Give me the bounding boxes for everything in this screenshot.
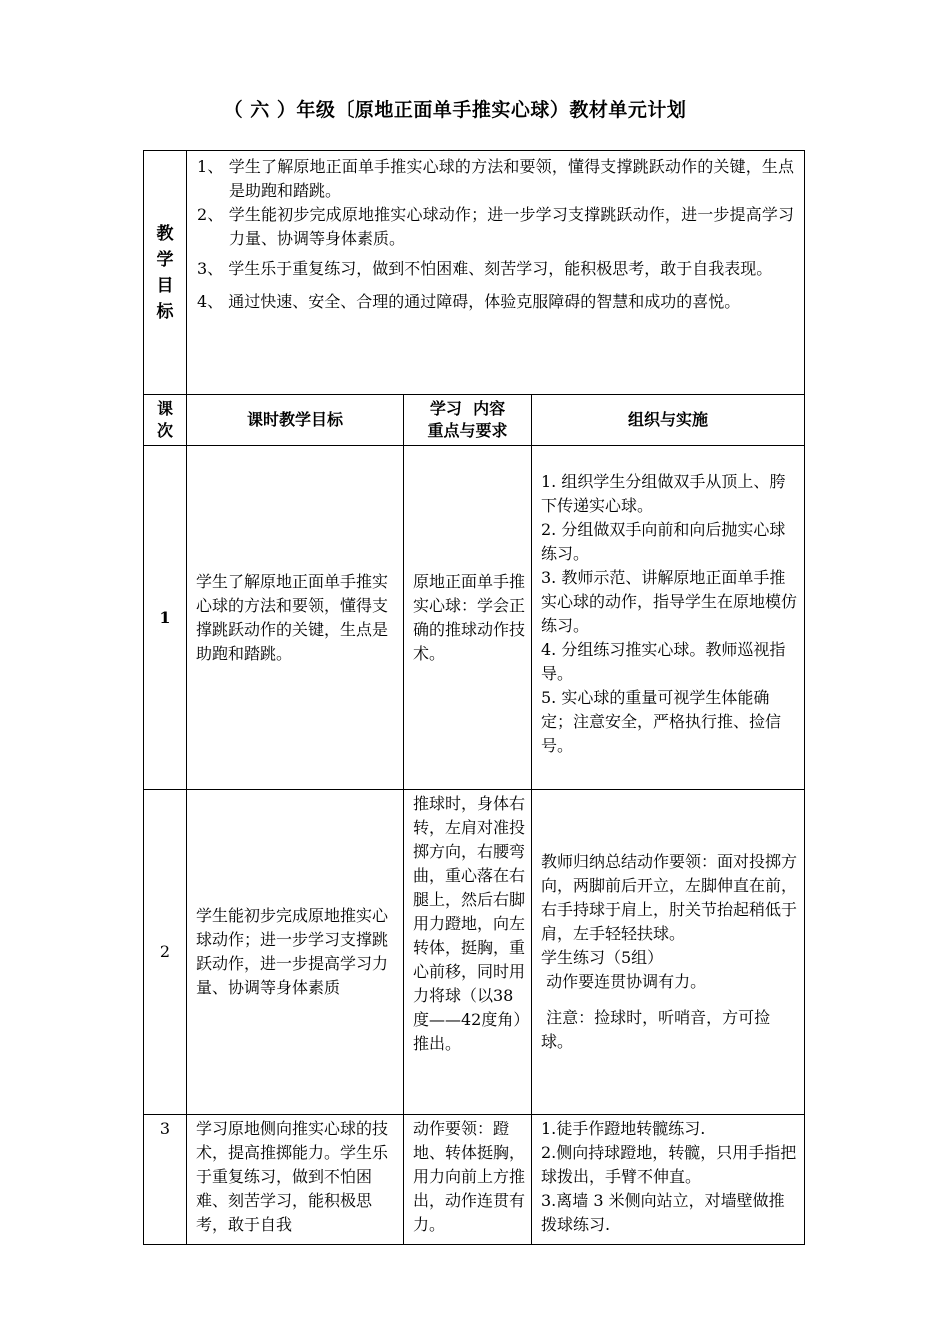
page-title: （ 六 ）年级〔原地正面单手推实心球）教材单元计划 xyxy=(223,99,687,121)
content-header-line: 重点与要求 xyxy=(427,421,508,440)
org-item: 2. 分组做双手向前和向后抛实心球练习。 xyxy=(541,519,786,563)
objective-item: 1、 学生了解原地正面单手推实心球的方法和要领，懂得支撑跳跃动作的关键，生点是助跑和踏跳。 xyxy=(197,157,795,200)
org-item xyxy=(541,994,798,1006)
objective-item: 2、 学生能初步完成原地推实心球动作；进一步学习支撑跳跃动作，进一步提高学习力量、协调等身体素质。 xyxy=(197,205,795,248)
lesson-content: 动作要领：蹬地、转体挺胸，用力向前上方推出，动作连贯有力。 xyxy=(404,1115,532,1245)
table-row xyxy=(144,790,805,1115)
objectives-label xyxy=(144,151,187,395)
org-item: 动作要连贯协调有力。 xyxy=(541,972,707,991)
objectives-label-char: 教 xyxy=(156,223,174,244)
objectives-label-char: 标 xyxy=(156,301,174,322)
header-row xyxy=(144,395,805,446)
objectives-label-char: 学 xyxy=(156,249,174,270)
content-header-line: 学习 内容 xyxy=(429,399,506,418)
lesson-goal: 学生了解原地正面单手推实心球的方法和要领，懂得支撑跳跃动作的关键，生点是助跑和踏跳。 xyxy=(187,446,404,790)
lesson-header xyxy=(144,395,187,446)
lesson-number: 3 xyxy=(144,1115,187,1245)
org-item: 3.离墙 3 米侧向站立，对墙壁做推拨球练习. xyxy=(541,1191,785,1234)
lesson-org xyxy=(532,446,805,790)
lesson-header-char: 次 xyxy=(156,421,173,440)
org-item: 1. 组织学生分组做双手从顶上、胯下传递实心球。 xyxy=(541,471,786,515)
goal-header: 课时教学目标 xyxy=(187,395,404,446)
objectives-label-char: 目 xyxy=(156,275,174,296)
lesson-header-char: 课 xyxy=(156,399,173,418)
lesson-goal: 学习原地侧向推实心球的技术，提高推掷能力。学生乐于重复练习，做到不怕困难、刻苦学习，能积极思考，敢于自我 xyxy=(187,1115,404,1245)
table-row xyxy=(144,446,805,790)
unit-plan-table xyxy=(143,150,805,1245)
lesson-number: 1 xyxy=(144,446,187,790)
org-item: 学生练习（5组） xyxy=(541,948,664,967)
lesson-number: 2 xyxy=(144,790,187,1115)
org-item: 5. 实心球的重量可视学生体能确定；注意安全，严格执行推、捡信号。 xyxy=(541,687,782,755)
org-item: 1.徒手作蹬地转髋练习. xyxy=(541,1119,706,1138)
org-item: 2.侧向持球蹬地，转髋，只用手指把球拨出，手臂不伸直。 xyxy=(541,1143,797,1186)
content-header xyxy=(404,395,532,446)
org-item: 3. 教师示范、讲解原地正面单手推实心球的动作，指导学生在原地模仿练习。 xyxy=(541,567,798,635)
org-item: 4. 分组练习推实心球。教师巡视指导。 xyxy=(541,639,786,683)
lesson-org xyxy=(532,790,805,1115)
lesson-org xyxy=(532,1115,805,1245)
objectives-list xyxy=(187,151,805,395)
org-item: 注意：捡球时，听哨音，方可捡球。 xyxy=(541,1008,771,1051)
lesson-content: 原地正面单手推实心球：学会正确的推球动作技术。 xyxy=(404,446,532,790)
objective-item: 3、 学生乐于重复练习，做到不怕困难、刻苦学习，能积极思考，敢于自我表现。 xyxy=(197,259,773,278)
lesson-content: 推球时，身体右转，左肩对准投掷方向，右腰弯曲，重心落在右腿上，然后右脚用力蹬地，向左转体，挺胸，重心前移，同时用力将球（以38度——42度角）推出。 xyxy=(404,790,532,1115)
org-header: 组织与实施 xyxy=(532,395,805,446)
objectives-row xyxy=(144,151,805,395)
table-row xyxy=(144,1115,805,1245)
objective-item: 4、 通过快速、安全、合理的通过障碍，体验克服障碍的智慧和成功的喜悦。 xyxy=(197,292,741,311)
org-item: 教师归纳总结动作要领：面对投掷方向，两脚前后开立，左脚伸直在前，右手持球于肩上，肘关节抬起稍低于肩，左手轻轻扶球。 xyxy=(541,852,798,943)
lesson-goal: 学生能初步完成原地推实心球动作；进一步学习支撑跳跃动作，进一步提高学习力量、协调等身体素质 xyxy=(187,790,404,1115)
